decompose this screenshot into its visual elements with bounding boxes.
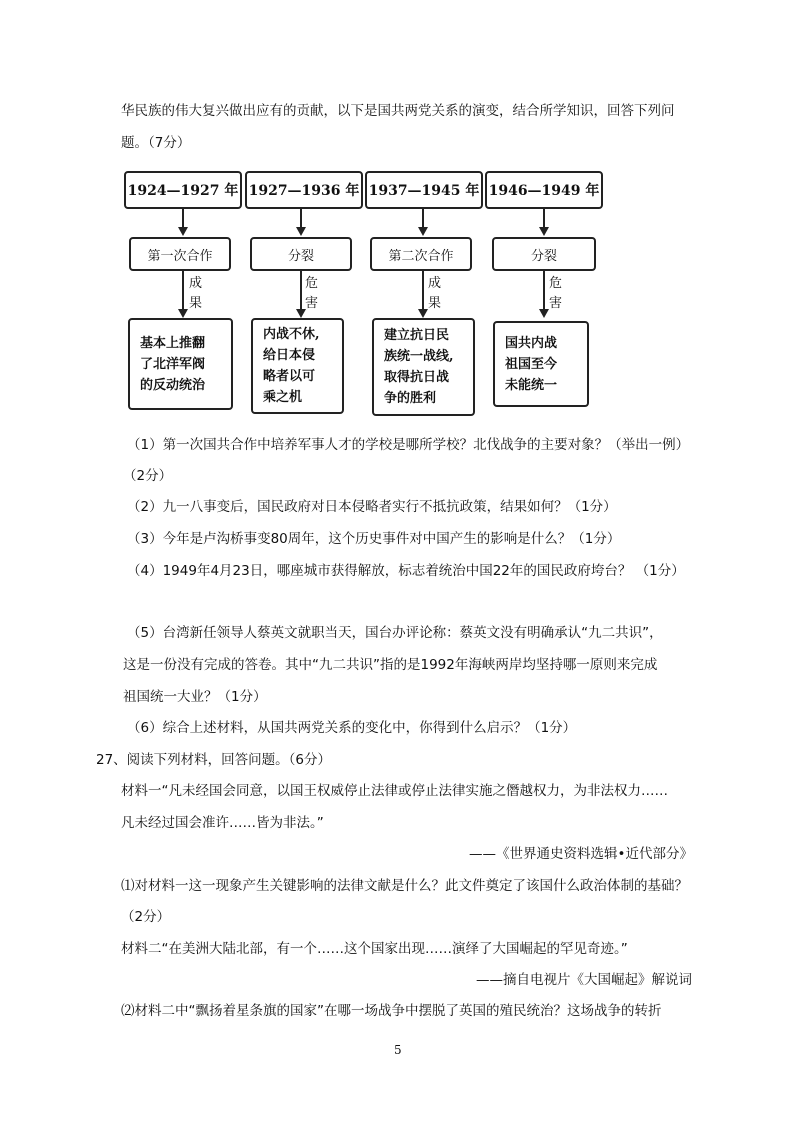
question-27-title: 27、阅读下列材料，回答问题。（6分） [96,752,332,768]
arrow-label: 成 [428,276,442,291]
material-1: 材料一“凡未经国会同意，以国王权威停止法律或停止法律实施之僭越权力，为非法权力…… [121,783,668,799]
question-2: （2）九一八事变后，国民政府对日本侵略者实行不抵抗政策，结果如何？（1分） [127,499,617,515]
arrow-down-icon [418,227,428,236]
question-1: （1）第一次国共合作中培养军事人才的学校是哪所学校？北伐战争的主要对象？（举出一例） [127,437,690,453]
question-6: （6）综合上述材料，从国共两党关系的变化中，你得到什么启示？（1分） [127,720,577,736]
question-1-score: （2分） [123,468,173,484]
result-box-4 [493,321,589,407]
arrow-line [300,209,302,227]
result-box-1 [128,318,233,410]
year-box-2: 1927—1936 年 [245,171,363,209]
stage-box-2: 分裂 [250,237,352,271]
stage-box-1: 第一次合作 [129,237,231,271]
result-line: 国共内战 [505,335,558,351]
arrow-line [300,271,302,309]
material-1-cont: 凡未经过国会准许……皆为非法。” [121,815,324,831]
result-line: 了北洋军阀 [140,356,206,372]
arrow-down-icon [178,227,188,236]
result-box-2 [251,318,344,414]
arrow-line [543,271,545,309]
result-box-3 [372,318,475,416]
question-5-cont: 这是一份没有完成的答卷。其中“九二共识”指的是1992年海峡两岸均坚持哪一原则来完成 [123,657,658,673]
arrow-line [543,209,545,227]
arrow-line [422,209,424,227]
arrow-line [182,271,184,309]
arrow-label: 危 [305,276,319,291]
question-4: （4）1949年4月23日，哪座城市获得解放，标志着统治中国22年的国民政府垮台？ （1分） [127,563,685,579]
arrow-label: 果 [189,296,203,311]
year-box-3: 1937—1945 年 [365,171,483,209]
arrow-line [182,209,184,227]
result-line: 取得抗日战 [384,370,450,385]
stage-box-3: 第二次合作 [370,237,472,271]
material-2: 材料二“在美洲大陆北部，有一个……这个国家出现……演绎了大国崛起的罕见奇迹。” [121,941,628,957]
result-line: 内战不休, [263,327,320,342]
result-line: 祖国至今 [505,356,558,372]
arrow-label: 危 [549,276,563,291]
arrow-down-icon [539,227,549,236]
result-line: 略者以可 [263,369,316,384]
material-2-source: ——摘自电视片《大国崛起》解说词 [476,972,692,988]
sub-question-2: ⑵材料二中“飘扬着星条旗的国家”在哪一场战争中摆脱了英国的殖民统治？这场战争的转折 [121,1003,662,1019]
arrow-down-icon [178,309,188,318]
year-box-4: 1946—1949 年 [485,171,603,209]
result-line: 基本上推翻 [140,335,206,351]
question-5-cont: 祖国统一大业？（1分） [123,689,267,705]
question-3: （3）今年是卢沟桥事变80周年，这个历史事件对中国产生的影响是什么？（1分） [127,531,621,547]
result-line: 未能统一 [505,377,558,393]
arrow-label: 果 [428,296,442,311]
result-line: 乘之机 [263,390,303,405]
arrow-label: 害 [305,296,319,311]
material-1-source: ——《世界通史资料选辑•近代部分》 [469,846,693,862]
arrow-down-icon [296,227,306,236]
arrow-line [422,271,424,309]
page-number: 5 [394,1043,402,1057]
question-5: （5）台湾新任领导人蔡英文就职当天，国台办评论称：蔡英文没有明确承认“九二共识”， [127,625,663,641]
arrow-down-icon [539,309,549,318]
result-line: 争的胜利 [384,391,437,406]
year-box-1: 1924—1927 年 [124,171,242,209]
arrow-down-icon [418,309,428,318]
result-line: 的反动统治 [140,377,206,393]
result-line: 族统一战线, [384,349,454,364]
arrow-label: 成 [189,276,203,291]
arrow-label: 害 [549,296,563,311]
result-line: 给日本侵 [263,348,316,363]
result-line: 建立抗日民 [384,328,450,343]
stage-box-4: 分裂 [492,237,596,271]
intro-line-1: 华民族的伟大复兴做出应有的贡献，以下是国共两党关系的演变，结合所学知识，回答下列问 [121,103,675,119]
sub-question-1: ⑴对材料一这一现象产生关键影响的法律文献是什么？此文件奠定了该国什么政治体制的基础？ [121,878,688,894]
intro-line-2: 题。（7分） [121,135,191,151]
sub-question-1-score: （2分） [121,909,171,925]
